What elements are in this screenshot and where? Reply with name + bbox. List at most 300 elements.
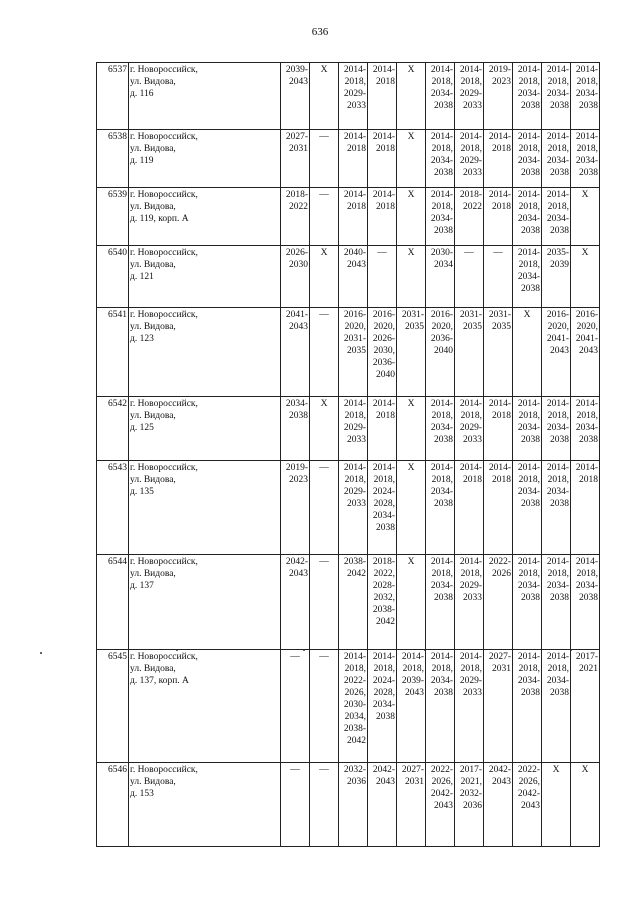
address-cell [129, 763, 281, 847]
period-line: 2018, [547, 569, 569, 579]
period-line: 2018, [518, 569, 540, 579]
period-line: 2038 [376, 712, 395, 722]
period-line: 2018- [459, 190, 482, 200]
row-number-cell: 6544 [97, 555, 129, 650]
period-line: 2018, [460, 77, 482, 87]
period-cell [571, 555, 600, 650]
period-cell [426, 63, 455, 130]
period-line: 2014- [488, 399, 511, 409]
period-cell [484, 308, 513, 397]
period-line: 2014- [488, 463, 511, 473]
address-line: г. Новороссийск, [130, 65, 198, 75]
address-line: ул. Видова, [130, 411, 176, 421]
period-cell [397, 63, 426, 130]
period-line: 2018, [460, 411, 482, 421]
period-line: 2014- [343, 652, 366, 662]
period-line: 2014- [343, 65, 366, 75]
period-line: 2035 [492, 322, 511, 332]
period-line: 2038 [579, 168, 598, 178]
address-line: г. Новороссийск, [130, 310, 198, 320]
period-line: 2034- [575, 581, 598, 591]
period-line: X [407, 190, 415, 200]
period-line: 2032, [373, 593, 395, 603]
period-cell [513, 246, 542, 308]
period-line: 2034- [430, 89, 453, 99]
period-cell [571, 130, 600, 188]
table-row [97, 763, 600, 847]
period-line: 2020, [431, 322, 453, 332]
period-line: 2014- [459, 399, 482, 409]
period-line: 2014- [430, 652, 453, 662]
period-line: X [407, 557, 415, 567]
period-line: X [407, 463, 415, 473]
period-line: 2029- [459, 89, 482, 99]
period-line: 2034- [575, 89, 598, 99]
period-cell [368, 763, 397, 847]
address-line: д. 137 [130, 581, 154, 591]
period-cell [484, 188, 513, 246]
period-cell [339, 246, 368, 308]
period-line: 2014- [517, 190, 540, 200]
period-line: 2038 [550, 226, 569, 236]
address-line: ул. Видова, [130, 77, 176, 87]
period-line: 2014- [517, 399, 540, 409]
period-line: 2043 [550, 346, 569, 356]
period-line: 2041- [546, 334, 569, 344]
period-cell [397, 308, 426, 397]
period-cell [513, 650, 542, 763]
period-line: 2032- [343, 765, 366, 775]
period-cell [339, 308, 368, 397]
period-line: X [407, 132, 415, 142]
period-line: 2020, [576, 322, 598, 332]
period-line: 2018, [576, 77, 598, 87]
period-line: 2014- [546, 463, 569, 473]
address-line: г. Новороссийск, [130, 399, 198, 409]
period-line: 2019- [488, 65, 511, 75]
period-line: 2026, [344, 688, 366, 698]
period-line: 2034- [430, 156, 453, 166]
scan-artifact [176, 649, 178, 651]
period-line: — [290, 652, 300, 662]
period-line: 2021 [579, 664, 598, 674]
period-line: 2030- [343, 700, 366, 710]
period-line: 2022- [488, 557, 511, 567]
period-line: — [290, 765, 300, 775]
period-cell [571, 650, 600, 763]
address-line: д. 125 [130, 423, 154, 433]
register-body [97, 63, 600, 847]
period-line: 2035 [347, 346, 366, 356]
period-line: — [319, 765, 329, 775]
period-line: 2034- [575, 423, 598, 433]
period-line: 2026, [518, 777, 540, 787]
period-line: 2031 [289, 144, 308, 154]
period-cell [339, 763, 368, 847]
period-line: 2016- [575, 310, 598, 320]
period-line: 2042- [372, 765, 395, 775]
period-line: 2034- [546, 156, 569, 166]
table-row [97, 188, 600, 246]
period-cell [484, 555, 513, 650]
period-cell [455, 188, 484, 246]
period-line: 2038 [579, 435, 598, 445]
period-line: 2014- [517, 248, 540, 258]
period-line: 2014- [430, 463, 453, 473]
period-cell [542, 555, 571, 650]
period-line: 2018, [431, 144, 453, 154]
period-line: 2018, [460, 569, 482, 579]
period-line: 2016- [430, 310, 453, 320]
period-line: 2018 [376, 77, 395, 87]
period-cell [397, 763, 426, 847]
address-line: г. Новороссийск, [130, 190, 198, 200]
period-cell [542, 650, 571, 763]
period-cell [426, 188, 455, 246]
period-line: 2031- [343, 334, 366, 344]
period-cell [281, 130, 310, 188]
period-cell [542, 461, 571, 555]
period-cell [368, 188, 397, 246]
period-line: 2014- [430, 557, 453, 567]
period-line: 2034- [546, 214, 569, 224]
period-line: 2018, [518, 144, 540, 154]
period-line: 2018, [547, 475, 569, 485]
period-cell [368, 555, 397, 650]
period-line: 2018, [576, 411, 598, 421]
period-line: X [320, 65, 328, 75]
period-line: 2041- [575, 334, 598, 344]
period-cell [310, 397, 339, 461]
period-line: 2018, [576, 144, 598, 154]
period-line: 2034- [575, 156, 598, 166]
period-line: 2042- [488, 765, 511, 775]
period-line: 2022- [517, 765, 540, 775]
period-line: 2018 [492, 144, 511, 154]
row-number-cell: 6545 [97, 650, 129, 763]
period-line: 2028, [373, 688, 395, 698]
period-line: 2038 [434, 688, 453, 698]
period-line: 2029- [343, 423, 366, 433]
period-cell [542, 188, 571, 246]
period-line: 2038 [550, 688, 569, 698]
period-line: 2018 [376, 144, 395, 154]
row-number-cell: 6541 [97, 308, 129, 397]
period-line: 2038 [434, 499, 453, 509]
period-cell [513, 308, 542, 397]
period-line: 2014- [372, 463, 395, 473]
period-line: 2043 [579, 346, 598, 356]
period-line: 2022, [373, 569, 395, 579]
period-line: 2014- [546, 65, 569, 75]
period-line: 2018, [460, 664, 482, 674]
period-line: 2014- [372, 399, 395, 409]
period-cell [397, 397, 426, 461]
period-line: 2023 [289, 475, 308, 485]
period-line: 2016- [546, 310, 569, 320]
address-line: д. 137, корп. А [130, 676, 189, 686]
period-line: 2035 [405, 322, 424, 332]
period-line: 2030, [373, 346, 395, 356]
period-line: 2038 [434, 593, 453, 603]
period-line: 2016- [372, 310, 395, 320]
period-cell [571, 397, 600, 461]
period-cell [281, 650, 310, 763]
period-line: 2043 [289, 322, 308, 332]
period-line: 2018, [431, 411, 453, 421]
period-line: 2018, [518, 411, 540, 421]
period-line: 2014- [430, 65, 453, 75]
period-line: 2014- [488, 190, 511, 200]
row-number-cell: 6538 [97, 130, 129, 188]
period-line: 2043 [521, 801, 540, 811]
period-line: 2026- [285, 248, 308, 258]
period-line: 2038 [579, 593, 598, 603]
row-number-cell: 6539 [97, 188, 129, 246]
period-cell [542, 130, 571, 188]
period-line: 2040 [376, 370, 395, 380]
period-cell [310, 188, 339, 246]
period-line: 2019- [285, 463, 308, 473]
period-line: — [377, 248, 387, 258]
period-cell [542, 397, 571, 461]
period-line: 2041- [285, 310, 308, 320]
period-line: — [319, 463, 329, 473]
period-line: 2038- [372, 605, 395, 615]
period-line: X [407, 65, 415, 75]
period-line: 2039- [285, 65, 308, 75]
period-cell [542, 763, 571, 847]
period-cell [397, 555, 426, 650]
period-line: 2018 [347, 202, 366, 212]
period-cell [455, 461, 484, 555]
page-number: 636 [311, 26, 329, 38]
period-cell [513, 763, 542, 847]
period-cell [571, 246, 600, 308]
period-line: 2014- [488, 132, 511, 142]
period-line: 2018, [547, 411, 569, 421]
period-line: 2014- [459, 132, 482, 142]
period-line: 2036- [430, 334, 453, 344]
period-line: 2014- [372, 65, 395, 75]
period-line: 2042- [285, 557, 308, 567]
period-cell [455, 555, 484, 650]
period-cell [426, 650, 455, 763]
period-line: 2022- [343, 676, 366, 686]
period-line: 2018 [492, 411, 511, 421]
period-cell [281, 461, 310, 555]
period-line: 2018, [518, 475, 540, 485]
period-line: 2018, [460, 144, 482, 154]
period-cell [368, 308, 397, 397]
period-line: 2042 [376, 617, 395, 627]
period-line: 2014- [430, 399, 453, 409]
address-cell [129, 397, 281, 461]
period-line: 2020, [547, 322, 569, 332]
period-line: 2018 [376, 202, 395, 212]
address-line: ул. Видова, [130, 144, 176, 154]
period-line: 2014- [459, 557, 482, 567]
row-number-cell: 6537 [97, 63, 129, 130]
period-line: 2027- [488, 652, 511, 662]
address-line: ул. Видова, [130, 569, 176, 579]
period-line: 2034- [546, 487, 569, 497]
period-line: 2034- [372, 511, 395, 521]
period-line: 2031 [492, 664, 511, 674]
period-cell [310, 63, 339, 130]
address-line: г. Новороссийск, [130, 463, 198, 473]
period-line: 2042 [347, 569, 366, 579]
period-line: — [493, 248, 503, 258]
period-line: 2014- [372, 132, 395, 142]
period-line: 2018, [518, 202, 540, 212]
period-line: — [319, 132, 329, 142]
period-line: X [320, 248, 328, 258]
period-cell [368, 650, 397, 763]
address-cell [129, 461, 281, 555]
period-cell [368, 63, 397, 130]
period-line: 2030- [430, 248, 453, 258]
period-line: 2033 [463, 101, 482, 111]
address-line: ул. Видова, [130, 322, 176, 332]
period-cell [368, 246, 397, 308]
period-line: 2028- [372, 581, 395, 591]
period-line: 2038 [376, 523, 395, 533]
period-line: 2038 [550, 168, 569, 178]
period-line: 2014- [459, 652, 482, 662]
period-cell [484, 461, 513, 555]
period-cell [484, 63, 513, 130]
period-line: 2038 [521, 226, 540, 236]
address-line: г. Новороссийск, [130, 557, 198, 567]
period-line: 2014- [517, 65, 540, 75]
period-line: 2014- [372, 652, 395, 662]
period-cell [339, 650, 368, 763]
period-cell [397, 650, 426, 763]
period-line: 2018 [579, 475, 598, 485]
address-line: г. Новороссийск, [130, 765, 198, 775]
period-cell [368, 397, 397, 461]
period-cell [281, 397, 310, 461]
period-cell [397, 461, 426, 555]
period-line: 2038 [434, 168, 453, 178]
period-cell [310, 308, 339, 397]
period-line: 2034- [517, 423, 540, 433]
period-line: 2038 [550, 499, 569, 509]
period-cell [339, 461, 368, 555]
period-line: 2014- [546, 399, 569, 409]
period-cell [426, 246, 455, 308]
period-line: 2022 [289, 202, 308, 212]
period-line: 2034, [344, 712, 366, 722]
period-cell [426, 308, 455, 397]
scan-artifact [303, 649, 305, 651]
period-line: 2034- [517, 272, 540, 282]
period-line: 2021, [460, 777, 482, 787]
address-line: ул. Видова, [130, 475, 176, 485]
period-cell [426, 555, 455, 650]
period-cell [455, 130, 484, 188]
period-line: — [319, 190, 329, 200]
period-line: 2014- [546, 652, 569, 662]
period-line: 2014- [546, 557, 569, 567]
period-line: 2018 [347, 144, 366, 154]
period-line: 2034 [434, 260, 453, 270]
period-line: X [581, 190, 589, 200]
table-row [97, 650, 600, 763]
period-line: 2031- [488, 310, 511, 320]
period-cell [397, 130, 426, 188]
period-line: 2033 [347, 435, 366, 445]
period-cell [397, 188, 426, 246]
period-cell [455, 246, 484, 308]
address-line: д. 135 [130, 487, 154, 497]
period-line: 2036- [372, 358, 395, 368]
address-line: д. 153 [130, 789, 154, 799]
period-line: 2014- [546, 132, 569, 142]
period-line: 2029- [459, 581, 482, 591]
period-line: 2029- [343, 89, 366, 99]
period-line: 2014- [517, 652, 540, 662]
period-line: 2018, [431, 77, 453, 87]
period-cell [339, 188, 368, 246]
scan-artifact [40, 652, 42, 654]
period-line: 2018, [431, 664, 453, 674]
period-cell [426, 397, 455, 461]
period-line: 2043 [434, 801, 453, 811]
period-line: 2034- [517, 156, 540, 166]
address-line: д. 119 [130, 156, 154, 166]
period-line: 2038 [521, 168, 540, 178]
period-line: 2034- [546, 676, 569, 686]
period-line: 2038 [550, 593, 569, 603]
period-line: 2017- [575, 652, 598, 662]
row-number-cell: 6546 [97, 763, 129, 847]
period-line: 2034- [430, 487, 453, 497]
period-cell [571, 188, 600, 246]
period-cell [484, 650, 513, 763]
address-line: г. Новороссийск, [130, 248, 198, 258]
period-line: 2039- [401, 676, 424, 686]
address-line: г. Новороссийск, [130, 132, 198, 142]
period-line: 2018, [518, 77, 540, 87]
period-line: 2038 [521, 284, 540, 294]
period-line: 2018, [518, 260, 540, 270]
period-cell [281, 308, 310, 397]
period-line: 2027- [401, 765, 424, 775]
period-line: 2014- [459, 65, 482, 75]
period-line: 2038- [343, 724, 366, 734]
period-line: 2018, [402, 664, 424, 674]
period-line: 2033 [347, 101, 366, 111]
period-line: 2018, [547, 664, 569, 674]
period-line: 2014- [575, 65, 598, 75]
period-line: — [319, 310, 329, 320]
period-line: 2023 [492, 77, 511, 87]
period-line: 2033 [463, 168, 482, 178]
address-line: ул. Видова, [130, 260, 176, 270]
period-line: 2018, [344, 77, 366, 87]
period-line: 2014- [517, 557, 540, 567]
period-line: 2034- [546, 581, 569, 591]
period-line: 2033 [463, 435, 482, 445]
period-line: 2018, [344, 475, 366, 485]
period-line: 2035 [463, 322, 482, 332]
period-cell [310, 461, 339, 555]
address-cell [129, 188, 281, 246]
period-cell [281, 763, 310, 847]
period-line: X [523, 310, 531, 320]
